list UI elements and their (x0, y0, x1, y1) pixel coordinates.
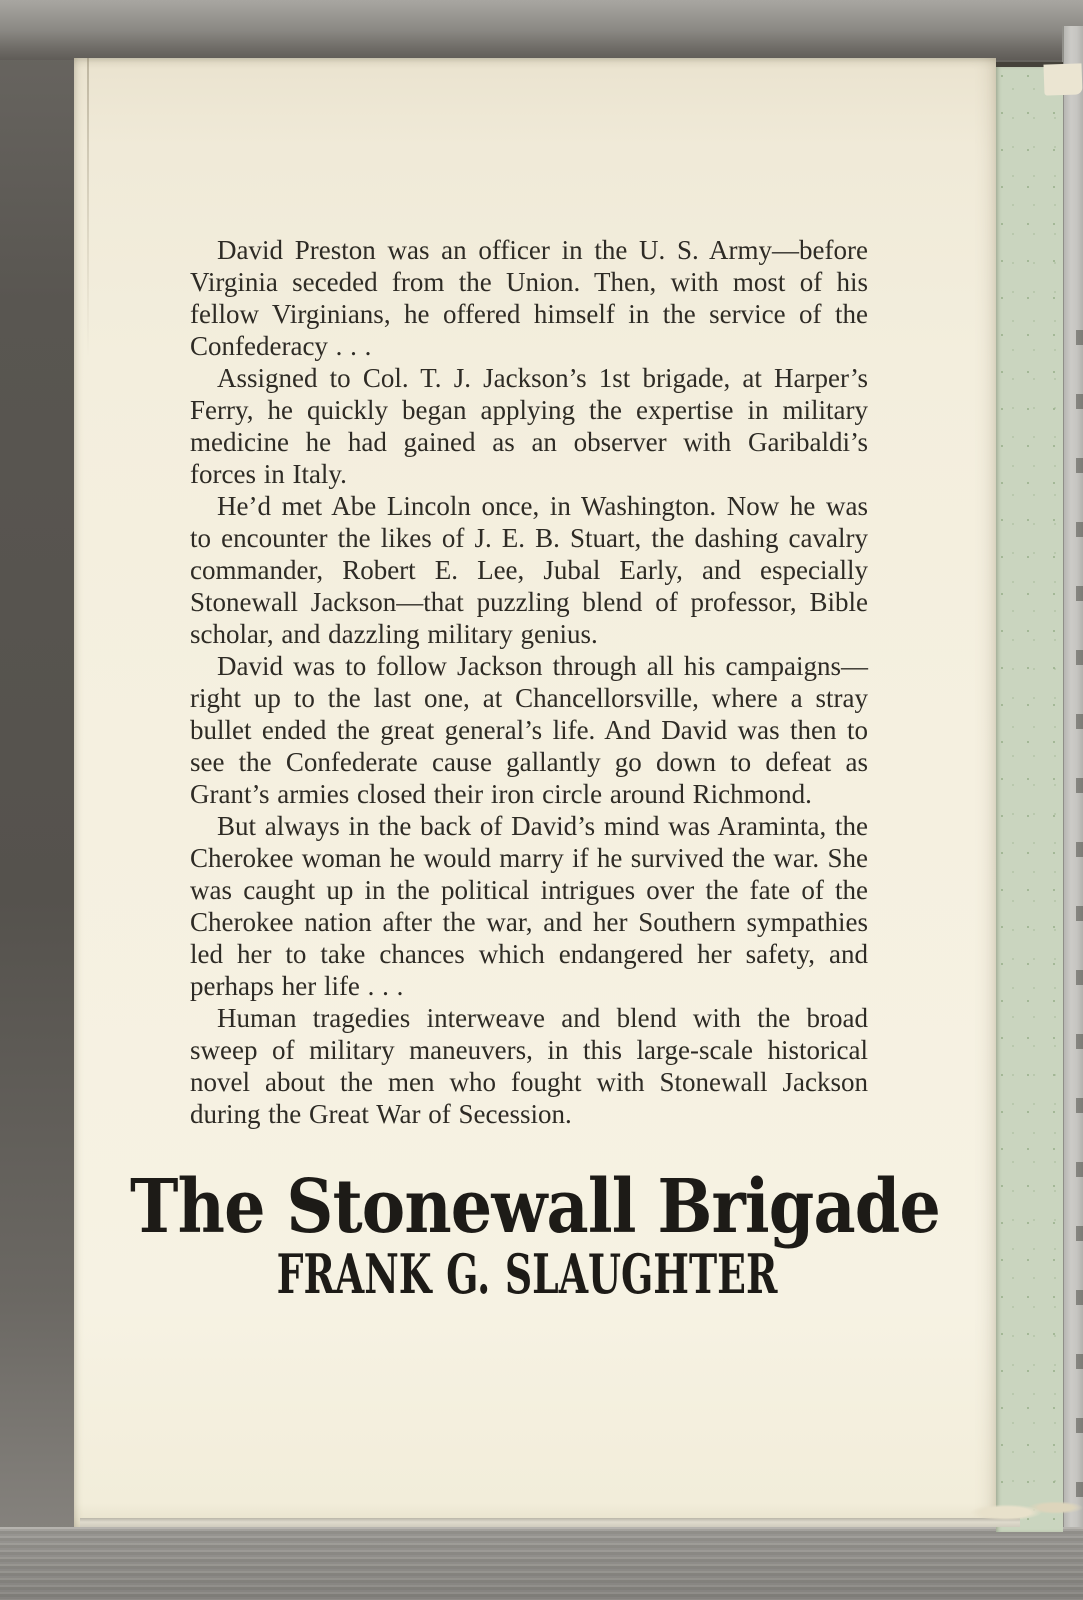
jacket-corner-notch (1043, 63, 1082, 95)
jacket-back-panel (74, 58, 996, 1527)
background-top-band (0, 0, 1083, 60)
blurb-paragraph: David Preston was an officer in the U. S. Army—before Virginia seceded from the Union. Then, with most of his fellow Virginians, he offered himself in the service of the Confederacy . . . (190, 235, 868, 361)
blurb-paragraph: Assigned to Col. T. J. Jackson’s 1st brigade, at Harper’s Ferry, he quickly began applying the expertise in military medicine he had gained as an observer with Garibaldi’s forces in Italy. (190, 363, 868, 489)
bottom-page-edges (80, 1518, 1020, 1527)
jacket-blurb (190, 234, 868, 1130)
blurb-paragraph: David was to follow Jackson through all his campaigns—right up to the last one, at Chancellorsville, where a stray bullet ended the great general’s life. And David was then to see the Confederate cause gallantly go down to defeat as Grant’s armies closed their iron circle around Richmond. (190, 651, 868, 809)
blurb-paragraph: Human tragedies interweave and blend with the broad sweep of military maneuvers, in this large-scale historical novel about the men who fought with Stonewall Jackson during the Great War of Secession. (190, 1003, 868, 1129)
worn-corner-smudge (954, 1498, 1083, 1522)
table-surface (0, 1527, 1083, 1600)
book-author: FRANK G. SLAUGHTER (276, 1242, 778, 1306)
blurb-paragraph: He’d met Abe Lincoln once, in Washington. Now he was to encounter the likes of J. E. B. Stuart, the dashing cavalry commander, Robert E. Lee, Jubal Early, and especially Stonewall Jackson—that puzzling blend of professor, Bible scholar, and dazzling military genius. (190, 491, 868, 649)
photo-edge-marks (1076, 330, 1083, 1520)
book (74, 58, 1063, 1527)
book-title: The Stonewall Brigade (130, 1164, 940, 1250)
blurb-paragraph: But always in the back of David’s mind was Araminta, the Cherokee woman he would marry if he survived the war. She was caught up in the political intrigues over the fate of the Cherokee nation after the war, and her Southern sympathies led her to take chances which endangered her safety, and perhaps her life . . . (190, 811, 868, 1001)
jacket-fold-crease (87, 58, 89, 358)
cloth-board-strip (996, 62, 1063, 1532)
